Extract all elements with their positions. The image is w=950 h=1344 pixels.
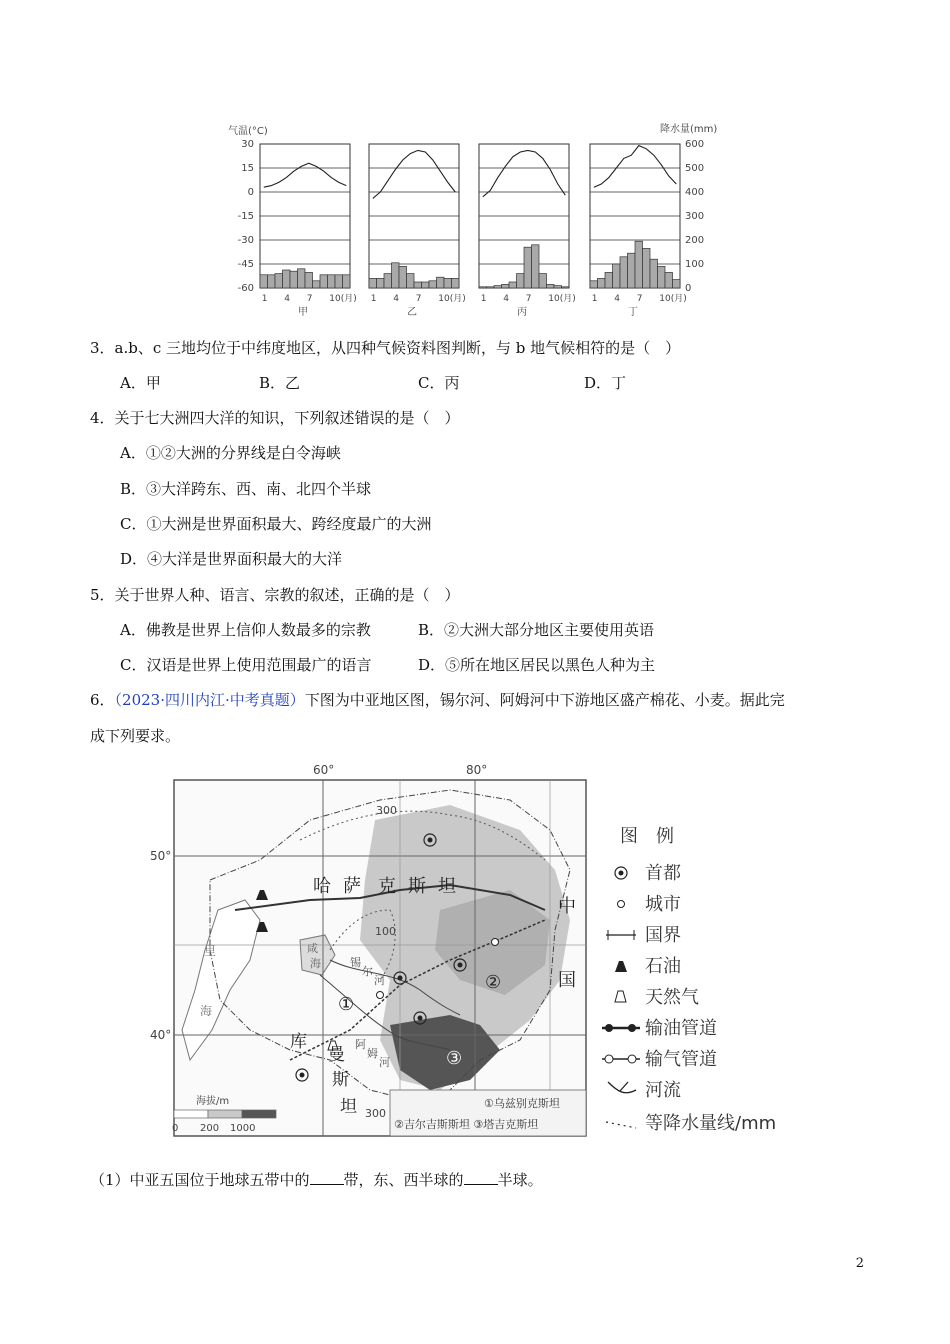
temp-tick-label: -30	[237, 235, 254, 246]
legend-city: 城市	[645, 894, 681, 915]
precip-bar	[502, 284, 510, 288]
precip-bar	[422, 282, 430, 288]
precip-bar	[429, 281, 437, 288]
q6-stem-text: 下图为中亚地区图，锡尔河、阿姆河中下游地区盛产棉花、小麦。据此完	[304, 691, 785, 709]
panel-label: 乙	[407, 307, 417, 318]
amu-darya-label-3: 河	[379, 1056, 390, 1069]
page-number: 2	[855, 1256, 864, 1271]
marker-uzbekistan: ①	[338, 994, 355, 1015]
precip-bar	[605, 272, 613, 288]
temp-tick-label: -60	[237, 283, 254, 294]
precip-bar	[392, 263, 400, 288]
precip-bar	[658, 266, 666, 288]
temp-tick-label: 30	[241, 139, 254, 150]
precip-bar	[377, 278, 385, 288]
precip-bar	[620, 257, 628, 288]
q6-1-text-b: 带，东、西半球的	[343, 1171, 464, 1189]
q5-option-c[interactable]: C．汉语是世界上使用范围最广的语言	[120, 656, 372, 674]
river-legend-icon	[608, 1082, 636, 1093]
turkmenistan-label-1: 库	[290, 1032, 307, 1052]
month-tick-label: 4	[503, 294, 509, 304]
answer-blank-hemisphere[interactable]	[464, 1170, 498, 1185]
panel-label: 丙	[517, 307, 527, 318]
temp-tick-label: -15	[237, 211, 254, 222]
precip-tick-label: 0	[685, 283, 692, 294]
month-tick-label: 7	[636, 294, 643, 304]
precip-bar	[320, 275, 328, 288]
precip-bar	[494, 286, 502, 288]
elevation-tick-200: 200	[200, 1123, 220, 1134]
month-tick-label: 4	[393, 294, 399, 304]
china-label-1: 中	[558, 896, 576, 917]
panel-label: 甲	[298, 307, 308, 318]
q6-stem-line2: 成下列要求。	[90, 727, 181, 745]
aral-label-2: 海	[310, 957, 321, 970]
q3-option-b[interactable]: B．乙	[259, 374, 301, 392]
country-key-1: ①乌兹别克斯坦	[484, 1097, 560, 1110]
turkmenistan-label-2: 曼	[328, 1045, 345, 1065]
marker-kyrgyzstan: ②	[485, 972, 502, 993]
precip-bar	[414, 282, 422, 288]
capital-legend-icon	[615, 867, 627, 879]
precip-bar	[343, 275, 351, 288]
temp-line	[594, 146, 677, 188]
precip-tick-label: 400	[685, 187, 705, 198]
answer-blank-zone[interactable]	[310, 1170, 344, 1185]
isohyet-legend-icon	[606, 1122, 636, 1128]
precip-bar	[335, 275, 343, 288]
precip-bar	[517, 274, 525, 288]
aral-label-1: 咸	[307, 942, 318, 955]
legend-gas: 天然气	[645, 987, 699, 1008]
marker-tajikistan: ③	[446, 1048, 463, 1069]
precip-bar	[275, 274, 283, 288]
gas-legend-icon	[615, 991, 626, 1002]
month-tick-label: 7	[415, 294, 422, 304]
city-legend-icon	[618, 901, 625, 908]
month-tick-label: 1	[480, 294, 487, 304]
legend-border: 国界	[645, 925, 681, 946]
q3-option-d[interactable]: D．丁	[584, 374, 627, 392]
turkmenistan-label-4: 坦	[340, 1097, 357, 1117]
month-tick-label: 10(月)	[438, 294, 466, 304]
precip-tick-label: 300	[685, 211, 705, 222]
q4-option-a[interactable]: A．①②大洲的分界线是白令海峡	[120, 444, 341, 462]
contour-100-label: 100	[375, 925, 396, 938]
precip-bar	[562, 287, 570, 288]
precip-bar	[260, 275, 268, 288]
climate-chart	[220, 118, 730, 318]
legend-isohyet: 等降水量线/mm	[645, 1113, 777, 1134]
syr-darya-label-3: 河	[374, 974, 385, 987]
q3-option-a[interactable]: A．甲	[120, 374, 161, 392]
precip-bar	[539, 274, 547, 288]
precip-bar	[444, 278, 452, 288]
city-marker[interactable]	[492, 939, 499, 946]
temp-line	[264, 163, 347, 187]
lon-60-label: 60°	[313, 763, 335, 777]
kazakhstan-label-4: 斯	[408, 876, 426, 897]
precip-bar	[298, 269, 306, 288]
turkmenistan-label-3: 斯	[332, 1070, 349, 1090]
q4-option-d[interactable]: D．④大洋是世界面积最大的大洋	[120, 550, 343, 568]
q6-number: 6．	[90, 691, 115, 709]
temp-tick-label: -45	[237, 259, 254, 270]
border-legend-icon	[606, 930, 636, 940]
precip-bar	[665, 272, 673, 288]
syr-darya-label-2: 尔	[362, 965, 373, 978]
q5-option-d[interactable]: D．⑤所在地区居民以黑色人种为主	[418, 656, 656, 674]
legend-oil-pipeline: 输油管道	[645, 1018, 717, 1039]
precip-bar	[452, 278, 460, 288]
q3-stem: 3．a.b、c 三地均位于中纬度地区，从四种气候资料图判断，与 b 地气候相符的是（ ）	[90, 339, 681, 357]
precip-bar	[283, 270, 291, 288]
temp-tick-label: 15	[241, 163, 254, 174]
month-tick-label: 4	[614, 294, 620, 304]
caspian-label-2: 海	[200, 1004, 213, 1018]
q5-option-b[interactable]: B．②大洲大部分地区主要使用英语	[418, 621, 655, 639]
precip-bar	[547, 284, 555, 288]
q6-1-text-a: （1）中亚五国位于地球五带中的	[90, 1171, 310, 1189]
precip-bar	[635, 241, 643, 288]
precip-bar	[643, 248, 651, 288]
q5-option-a[interactable]: A．佛教是世界上信仰人数最多的宗教	[120, 621, 371, 639]
right-axis-title: 降水量(mm)	[660, 124, 718, 135]
month-tick-label: 4	[284, 294, 290, 304]
climate-panel	[590, 144, 687, 318]
temp-line	[483, 150, 566, 196]
climate-panel	[479, 144, 576, 318]
lat-50-label: 50°	[150, 849, 172, 863]
oil-legend-icon	[615, 961, 627, 972]
precip-bar	[268, 275, 276, 288]
precip-bar	[650, 259, 658, 288]
precip-bar	[532, 245, 540, 288]
elevation-tick-1000: 1000	[230, 1123, 256, 1134]
kazakhstan-label-3: 克	[378, 876, 396, 897]
legend-river: 河流	[645, 1080, 681, 1101]
month-tick-label: 10(月)	[659, 294, 687, 304]
central-asia-map	[150, 760, 810, 1145]
q4-stem: 4．关于七大洲四大洋的知识，下列叙述错误的是（ ）	[90, 409, 460, 427]
contour-300b-label: 300	[365, 1107, 386, 1120]
lon-80-label: 80°	[466, 763, 488, 777]
precip-bar	[554, 286, 562, 288]
caspian-label-1: 里	[204, 944, 217, 958]
kazakhstan-label-1: 哈	[313, 876, 331, 897]
month-tick-label: 10(月)	[548, 294, 576, 304]
lat-40-label: 40°	[150, 1028, 172, 1042]
legend-oil: 石油	[645, 956, 681, 977]
q6-1-text-c: 半球。	[497, 1171, 543, 1189]
syr-darya-label-1: 锡	[350, 956, 361, 969]
precip-tick-label: 600	[685, 139, 705, 150]
q4-option-c[interactable]: C．①大洲是世界面积最大、跨经度最广的大洲	[120, 515, 432, 533]
precip-bar	[369, 278, 377, 288]
precip-bar	[613, 264, 621, 288]
q6-1-stem	[90, 1170, 543, 1190]
kazakhstan-label-5: 坦	[438, 876, 456, 897]
china-label-2: 国	[558, 970, 576, 991]
month-tick-label: 10(月)	[329, 294, 357, 304]
precip-tick-label: 200	[685, 235, 705, 246]
amu-darya-label-2: 姆	[367, 1047, 378, 1060]
q6-source-link[interactable]: （2023·四川内江·中考真题）	[114, 691, 305, 709]
precip-bar	[673, 280, 681, 288]
oil-pipeline-legend-icon	[602, 1024, 640, 1032]
precip-tick-label: 100	[685, 259, 705, 270]
temp-tick-label: 0	[247, 187, 254, 198]
precip-bar	[487, 287, 495, 288]
q6-stem	[90, 690, 785, 710]
amu-darya-label-1: 阿	[355, 1038, 366, 1051]
precip-bar	[479, 287, 487, 288]
legend-gas-pipeline: 输气管道	[645, 1049, 717, 1070]
precip-bar	[328, 275, 336, 288]
precip-bar	[399, 266, 407, 288]
climate-panel	[260, 144, 357, 318]
country-key-2: ②吉尔吉斯斯坦 ③塔吉克斯坦	[394, 1118, 539, 1131]
precip-bar	[509, 282, 517, 288]
precip-bar	[313, 281, 321, 288]
elevation-title: 海拔/m	[196, 1096, 230, 1107]
climate-panel	[369, 144, 466, 318]
month-tick-label: 1	[591, 294, 598, 304]
precip-bar	[290, 271, 298, 288]
legend-capital: 首都	[645, 863, 681, 884]
q5-stem: 5．关于世界人种、语言、宗教的叙述，正确的是（ ）	[90, 586, 460, 604]
elevation-tick-0: 0	[172, 1123, 179, 1134]
precip-bar	[524, 247, 532, 288]
precip-tick-label: 500	[685, 163, 705, 174]
left-axis-title: 气温(°C)	[228, 126, 268, 137]
precip-bar	[598, 278, 606, 288]
kazakhstan-label-2: 萨	[343, 876, 361, 897]
city-marker[interactable]	[377, 992, 384, 999]
precip-bar	[384, 274, 392, 288]
precip-bar	[437, 277, 445, 288]
contour-300-label: 300	[376, 804, 397, 817]
precip-bar	[305, 272, 313, 288]
gas-pipeline-legend-icon	[602, 1055, 640, 1063]
month-tick-label: 7	[525, 294, 532, 304]
legend-title: 图 例	[620, 826, 674, 847]
q3-option-c[interactable]: C．丙	[418, 374, 460, 392]
q4-option-b[interactable]: B．③大洋跨东、西、南、北四个半球	[120, 480, 372, 498]
month-tick-label: 1	[261, 294, 268, 304]
precip-bar	[407, 274, 415, 288]
month-tick-label: 1	[370, 294, 377, 304]
precip-bar	[628, 253, 636, 288]
panel-label: 丁	[628, 307, 638, 318]
precip-bar	[590, 281, 598, 288]
month-tick-label: 7	[306, 294, 313, 304]
temp-line	[373, 150, 456, 198]
